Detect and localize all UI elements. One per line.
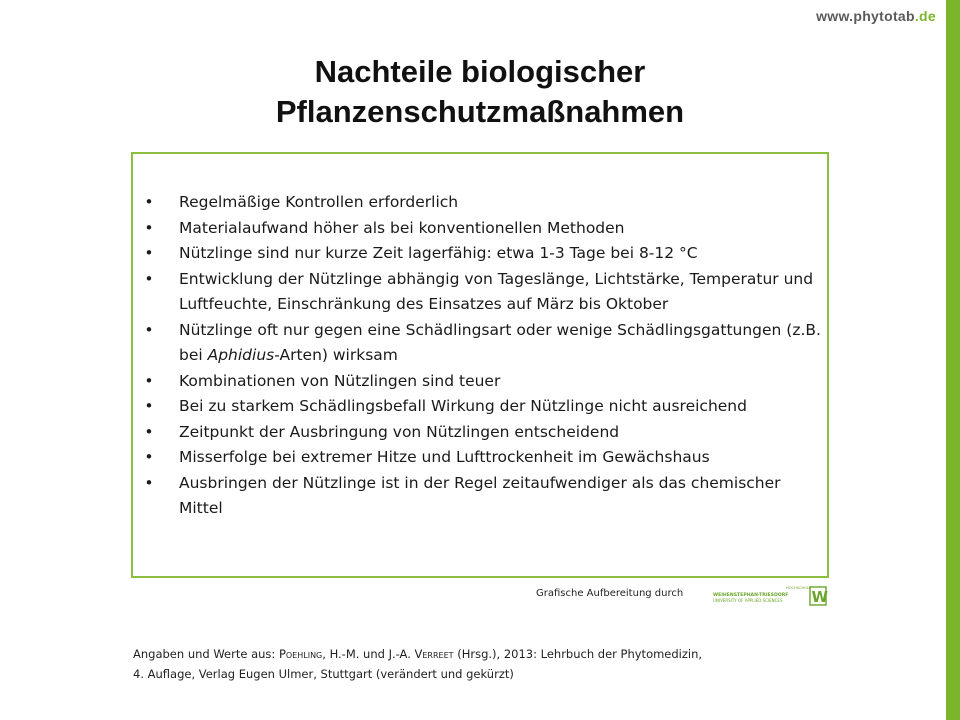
bullet-icon: • [144, 473, 154, 492]
list-item-text: Regelmäßige Kontrollen erforderlich [179, 193, 459, 211]
list-item-text: Materialaufwand höher als bei konventionellen Methoden [179, 218, 625, 237]
list-item-text-end: -Arten) wirksam [274, 346, 398, 364]
list-item [143, 241, 823, 267]
list-item-text: Ausbringen der Nützlinge ist in der Regel zeitaufwendiger als das chemischer Mittel [179, 473, 781, 517]
title-line-2: Pflanzenschutzmaßnahmen [275, 94, 685, 129]
list-item-italic-text: Aphidius [207, 346, 275, 364]
bullet-icon: • [144, 244, 154, 262]
logo-line-1: HOCHSCHULE [786, 586, 812, 590]
footnote-mid: , H.-M. und J.-A. [322, 647, 415, 661]
bullet-icon: • [144, 371, 154, 390]
bullet-icon: • [144, 320, 154, 339]
list-item [143, 420, 823, 446]
list-item [143, 369, 823, 395]
footnote-author-1: Poehling [278, 647, 323, 661]
content-box [131, 152, 829, 578]
logo-mark: W [811, 588, 829, 606]
bullet-icon: • [144, 397, 154, 415]
list-item [143, 267, 823, 318]
bullet-icon: • [144, 422, 154, 441]
site-url[interactable] [816, 8, 936, 24]
url-name: phytotab [853, 8, 915, 24]
list-item [143, 216, 823, 242]
footnote-suffix: (Hrsg.), 2013: Lehrbuch der Phytomedizin, [453, 647, 703, 661]
list-item [143, 190, 823, 216]
page-title [0, 52, 960, 132]
bullet-icon: • [144, 269, 154, 288]
list-item [143, 318, 823, 369]
list-item-text: Zeitpunkt der Ausbringung von Nützlingen entscheidend [179, 422, 620, 441]
list-item [143, 394, 823, 420]
source-footnote [133, 644, 833, 684]
list-item-text: Entwicklung der Nützlinge abhängig von Tageslänge, Lichtstärke, Temperatur und Luftfeuchte, Einschränkung des Einsatzes auf März bis Oktober [179, 269, 814, 313]
title-line-1: Nachteile biologischer [314, 54, 646, 89]
list-item [143, 471, 823, 522]
credit-text: Grafische Aufbereitung durch [536, 588, 684, 599]
list-item-text: Misserfolge bei extremer Hitze und Lufttrockenheit im Gewächshaus [179, 448, 710, 466]
url-prefix: www. [816, 8, 854, 24]
footnote-line-1 [133, 644, 833, 664]
logo-line-3: UNIVERSITY OF APPLIED SCIENCES [713, 598, 783, 603]
bullet-icon: • [144, 218, 154, 237]
list-item-text: Nützlinge oft nur gegen eine Schädlingsart oder wenige Schädlingsgattungen (z.B. bei [179, 320, 821, 364]
list-item-text: Bei zu starkem Schädlingsbefall Wirkung der Nützlinge nicht ausreichend [179, 397, 747, 415]
list-item [143, 445, 823, 471]
logo-line-2: WEIHENSTEPHAN-TRIESDORF [713, 593, 789, 598]
bullet-list [143, 190, 823, 522]
footnote-prefix: Angaben und Werte aus: [133, 647, 279, 661]
url-tld: .de [914, 8, 936, 24]
bullet-icon: • [144, 448, 154, 466]
university-logo [712, 584, 830, 608]
list-item-text: Nützlinge sind nur kurze Zeit lagerfähig: etwa 1-3 Tage bei 8-12 °C [179, 244, 698, 262]
footnote-author-2: Verreet [414, 647, 454, 661]
bullet-icon: • [144, 193, 154, 211]
list-item-text: Kombinationen von Nützlingen sind teuer [179, 371, 501, 390]
footnote-line-2: 4. Auflage, Verlag Eugen Ulmer, Stuttgart (verändert und gekürzt) [133, 667, 514, 681]
